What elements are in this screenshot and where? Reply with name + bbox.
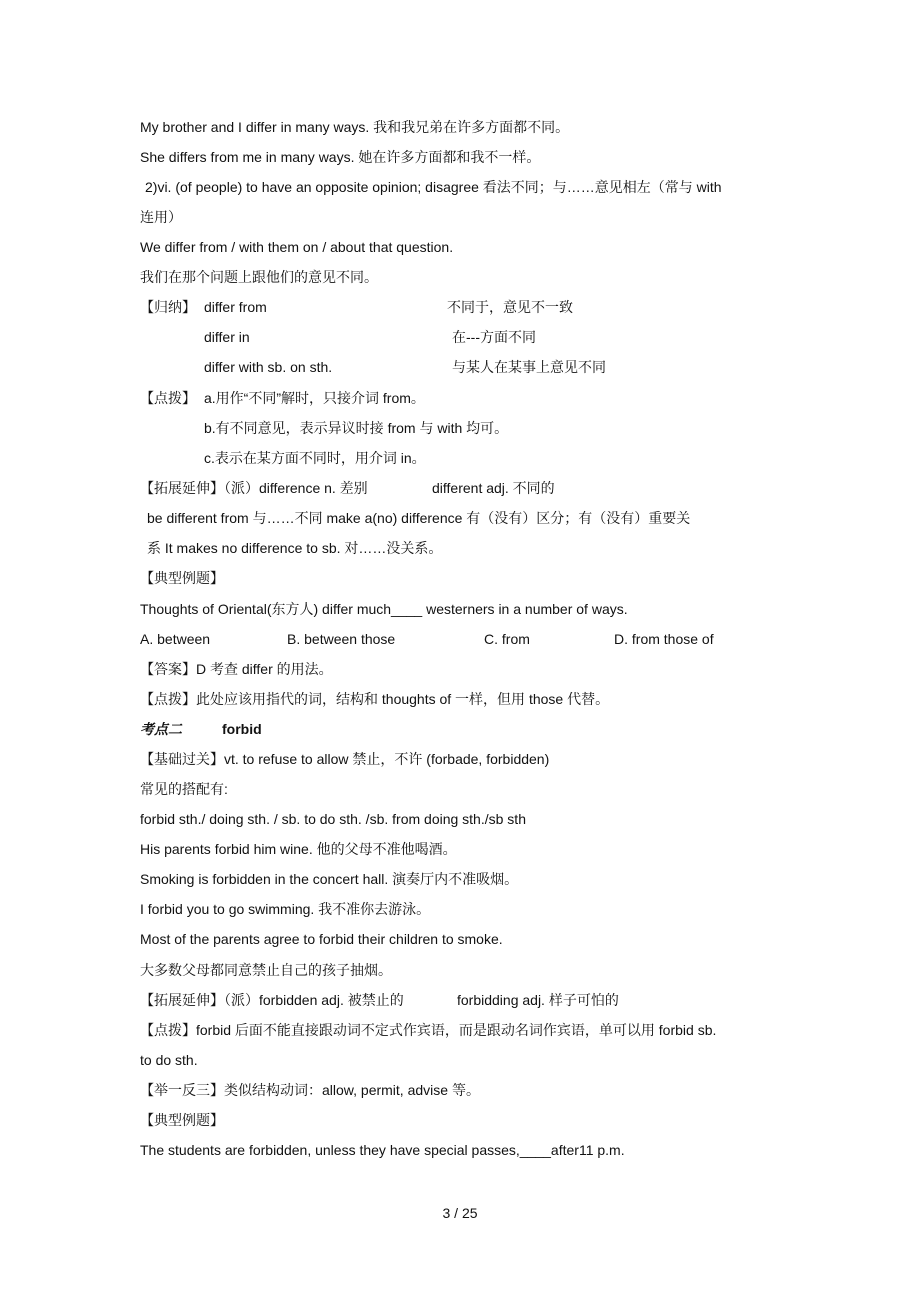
option-a: A. between xyxy=(140,631,211,647)
tip-b: b.有不同意见，表示异议时接 from 与 with 均可。 xyxy=(204,420,509,436)
page-number: 3 / 25 xyxy=(442,1205,478,1221)
tip: 【点拨】此处应该用指代的词，结构和 thoughts of 一样，但用 those 代替。 xyxy=(140,691,610,707)
extension-a: 【拓展延伸】（派）difference n. 差别 xyxy=(140,480,368,496)
summary-zh: 在---方面不同 xyxy=(452,329,536,345)
example-sentence: I forbid you to go swimming. 我不准你去游泳。 xyxy=(140,901,431,917)
tip: 【点拨】forbid 后面不能直接跟动词不定式作宾语，而是跟动名词作宾语，单可以用 forbid sb. xyxy=(140,1022,717,1038)
tip-a: a.用作“不同”解时，只接介词 from。 xyxy=(204,390,425,406)
basic-definition: 【基础过关】vt. to refuse to allow 禁止，不许 (forbade, forbidden) xyxy=(140,751,550,767)
example-sentence: She differs from me in many ways. 她在许多方面都和我不一样。 xyxy=(140,149,541,165)
example-label: 【典型例题】 xyxy=(140,570,224,586)
tip-label: 【点拨】 xyxy=(140,390,196,406)
example-sentence: Smoking is forbidden in the concert hall. 演奏厅内不准吸烟。 xyxy=(140,871,519,887)
extension-a: 【拓展延伸】（派）forbidden adj. 被禁止的 xyxy=(140,992,404,1008)
question-stem: The students are forbidden, unless they have special passes,____after11 p.m. xyxy=(140,1142,625,1158)
extension-b: different adj. 不同的 xyxy=(432,480,555,496)
summary-en: differ with sb. on sth. xyxy=(204,359,333,375)
definition-2-cont: 连用） xyxy=(140,209,182,225)
summary-en: differ in xyxy=(204,329,250,345)
similar-verbs: 【举一反三】类似结构动词：allow, permit, advise 等。 xyxy=(140,1082,480,1098)
answer: 【答案】D 考查 differ 的用法。 xyxy=(140,661,333,677)
collocations: forbid sth./ doing sth. / sb. to do sth. /sb. from doing sth./sb sth xyxy=(140,811,526,827)
summary-en: differ from xyxy=(204,299,267,315)
collocation-label: 常见的搭配有: xyxy=(140,781,228,797)
example-translation: 大多数父母都同意禁止自己的孩子抽烟。 xyxy=(140,962,392,978)
summary-label: 【归纳】 xyxy=(140,299,196,315)
definition-2: 2)vi. (of people) to have an opposite opinion; disagree 看法不同；与……意见相左（常与 with xyxy=(145,179,722,195)
question-stem: Thoughts of Oriental(东方人) differ much____ westerners in a number of ways. xyxy=(140,601,628,617)
summary-zh: 不同于，意见不一致 xyxy=(447,299,573,315)
example-sentence: Most of the parents agree to forbid their children to smoke. xyxy=(140,931,503,947)
section-label: 考点二 xyxy=(140,721,182,737)
extension-b: forbidding adj. 样子可怕的 xyxy=(457,992,619,1008)
example-sentence: We differ from / with them on / about that question. xyxy=(140,239,454,255)
section-word: forbid xyxy=(222,721,262,737)
example-translation: 我们在那个问题上跟他们的意见不同。 xyxy=(140,269,378,285)
example-sentence: My brother and I differ in many ways. 我和我兄弟在许多方面都不同。 xyxy=(140,119,570,135)
summary-zh: 与某人在某事上意见不同 xyxy=(452,359,606,375)
option-b: B. between those xyxy=(287,631,396,647)
option-d: D. from those of xyxy=(614,631,714,647)
example-label: 【典型例题】 xyxy=(140,1112,224,1128)
tip-cont: to do sth. xyxy=(140,1052,198,1068)
extension-c: be different from 与……不同 make a(no) difference 有（没有）区分；有（没有）重要关 xyxy=(147,510,691,526)
extension-d: 系 It makes no difference to sb. 对……没关系。 xyxy=(147,540,443,556)
tip-c: c.表示在某方面不同时，用介词 in。 xyxy=(204,450,426,466)
example-sentence: His parents forbid him wine. 他的父母不准他喝酒。 xyxy=(140,841,457,857)
option-c: C. from xyxy=(484,631,530,647)
